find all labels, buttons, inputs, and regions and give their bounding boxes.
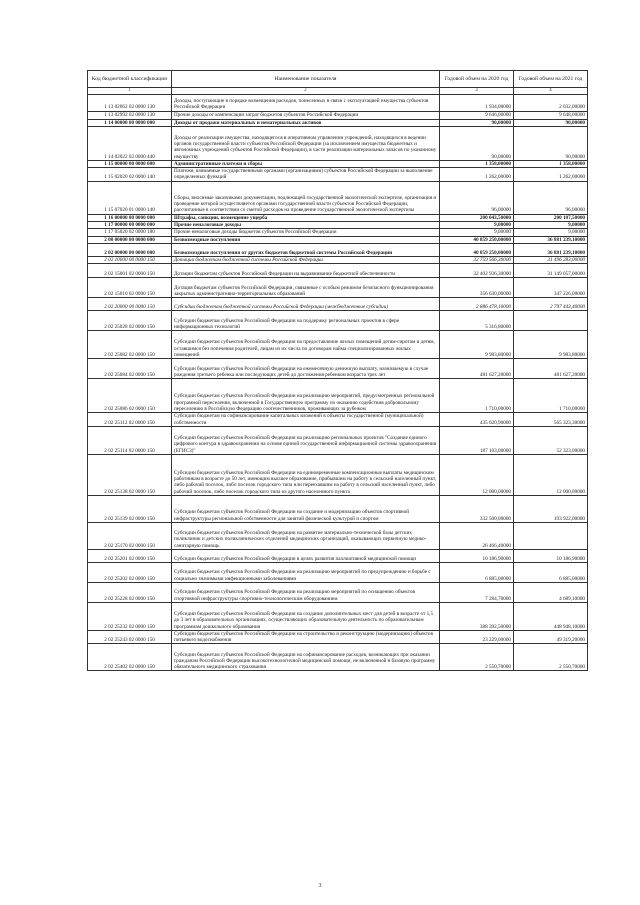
row-name: Субсидии бюджетам субъектов Российской Федерации на реализацию региональных проектов "Создание единого цифрового контура в здравоохранении на основе единой государственной информационной системы здравоохранения (ЕГИСЗ)"	[172, 426, 440, 454]
row-code: 2 02 15001 02 0000 150	[88, 264, 172, 278]
row-name: Субсидии бюджетам субъектов Российской Федерации на софинансирование расходов, возникающих при оказании гражданам Российской Федерации высокотехнологичной медицинской помощи, не включенной в базовую программу обязательного медицинского страхования	[172, 644, 440, 671]
row-code: 1 17 00000 00 0000 000	[88, 222, 172, 229]
header-name: Наименование показателя	[172, 71, 440, 88]
row-value-2020: 6 885,00000	[440, 562, 514, 582]
row-value-2020: 12 000,00000	[440, 454, 514, 495]
row-value-2021: 1 262,00000	[514, 168, 588, 182]
table-row	[88, 256, 588, 263]
row-name: Дотации бюджетам субъектов Российской Федерации на выравнивание бюджетной обеспеченности	[172, 264, 440, 278]
row-code: 2 02 25086 02 0000 150	[88, 379, 172, 413]
row-value-2020: 96,00000	[440, 181, 514, 214]
row-name: Безвозмездные поступления	[172, 236, 440, 243]
row-value-2021: 565 323,30000	[514, 413, 588, 427]
row-value-2020: 90,00000	[440, 126, 514, 160]
row-code: 1 15 00000 00 0000 000	[88, 160, 172, 167]
row-code: 2 02 20000 00 0000 150	[88, 298, 172, 311]
row-code: 2 02 10000 00 0000 150	[88, 256, 172, 263]
row-name: Субсидии бюджетам субъектов Российской Федерации на реализацию мероприятий по предупреждению и борьбе с социально значимыми инфекционными заболеваниями	[172, 562, 440, 582]
row-value-2020: 9 983,80000	[440, 331, 514, 359]
row-value-2021: 448 948,10000	[514, 602, 588, 630]
table-row	[88, 222, 588, 229]
table-row	[88, 630, 588, 644]
row-value-2020: 187 103,00000	[440, 426, 514, 454]
row-value-2021: 193 922,00000	[514, 495, 588, 522]
row-value-2021: 90,00000	[514, 126, 588, 160]
row-value-2020: 1 934,00000	[440, 94, 514, 111]
row-value-2021: 12 000,00000	[514, 454, 588, 495]
table-row	[88, 243, 588, 256]
row-name: Доходы от продажи материальных и нематериальных активов	[172, 119, 440, 126]
row-name: Дотации бюджетам бюджетной системы Российской Федерации	[172, 256, 440, 263]
row-value-2021: 9,00000	[514, 229, 588, 236]
row-value-2021: 481 627,20000	[514, 359, 588, 379]
table-header-row	[88, 71, 588, 88]
row-value-2020: 32 759 566,30000	[440, 256, 514, 263]
row-name: Безвозмездные поступления от других бюджетов бюджетной системы Российской Федерации	[172, 243, 440, 256]
row-name: Платежи, взимаемые государственными органами (организациями) субъектов Российской Федерации за выполнение определенных функций	[172, 168, 440, 182]
row-name: Административные платежи и сборы	[172, 160, 440, 167]
table-row	[88, 426, 588, 454]
row-value-2021: 10 186,90000	[514, 549, 588, 562]
table-row	[88, 644, 588, 671]
table-row	[88, 311, 588, 331]
row-value-2020: 5 316,80000	[440, 311, 514, 331]
row-code: 2 00 00000 00 0000 000	[88, 236, 172, 243]
table-row	[88, 331, 588, 359]
table-row	[88, 582, 588, 602]
row-value-2020: 32 402 936,30000	[440, 264, 514, 278]
row-value-2020: 40 859 250,00000	[440, 236, 514, 243]
table-row	[88, 298, 588, 311]
row-value-2021: 200 107,50000	[514, 214, 588, 221]
row-code: 1 14 00000 00 0000 000	[88, 119, 172, 126]
row-name: Доходы, поступающие в порядке возмещения расходов, понесенных в связи с эксплуатацией имущества субъектов Российской Федерации	[172, 94, 440, 111]
row-name: Субсидии бюджетам субъектов Российской Федерации в целях развития паллиативной медицинской помощи	[172, 549, 440, 562]
row-code: 2 02 25402 02 0000 150	[88, 644, 172, 671]
table-row	[88, 168, 588, 182]
row-name: Прочие неналоговые доходы бюджетов субъектов Российской Федерации	[172, 229, 440, 236]
row-value-2021: 347 226,00000	[514, 278, 588, 298]
table-row	[88, 562, 588, 582]
row-value-2020: 1 358,00000	[440, 160, 514, 167]
header-2020: Годовой объем на 2020 год	[440, 71, 514, 88]
row-name: Субсидии бюджетам субъектов Российской Федерации на создание дополнительных мест для детей в возрасте от 1,5 до 3 лет в образовательных организациях, осуществляющих образовательную деятельность по образовательным программам дошкольного образования	[172, 602, 440, 630]
index-1: 1	[88, 88, 172, 95]
row-name: Субсидии бюджетам субъектов Российской Федерации на строительство и реконструкцию (модернизацию) объектов питьевого водоснабжения	[172, 630, 440, 644]
index-4: 4	[514, 88, 588, 95]
row-name: Штрафы, санкции, возмещение ущерба	[172, 214, 440, 221]
row-code: 1 13 02062 02 0000 130	[88, 94, 172, 111]
row-code: 2 02 25243 02 0000 150	[88, 630, 172, 644]
row-name: Субсидии бюджетам субъектов Российской Федерации на реализацию мероприятий по оснащению объектов спортивной инфраструктуры спортивно-технологическим оборудованием	[172, 582, 440, 602]
row-code: 2 02 25201 02 0000 150	[88, 549, 172, 562]
table-row	[88, 278, 588, 298]
table-row	[88, 454, 588, 495]
row-name: Субсидии бюджетам субъектов Российской Федерации на предоставление жилых помещений детям-сиротам и детям, оставшимся без попечения родителей, лицам из их числа по договорам найма специализированных жилых помещений	[172, 331, 440, 359]
row-value-2021: 52 323,00000	[514, 426, 588, 454]
row-name: Субсидии бюджетам бюджетной системы Российской Федерации (межбюджетные субсидии)	[172, 298, 440, 311]
row-name: Субсидии бюджетам субъектов Российской Федерации на развитие материально-технической базы детских поликлиник и детских поликлинических отделений медицинских организаций, оказывающих первичную медико-санитарную помощь	[172, 522, 440, 549]
row-code: 2 02 25202 02 0000 150	[88, 562, 172, 582]
budget-table	[87, 70, 588, 671]
table-body	[88, 94, 588, 671]
row-value-2020: 9,00000	[440, 229, 514, 236]
row-name: Прочие доходы от компенсации затрат бюджетов субъектов Российской Федерации	[172, 111, 440, 119]
row-value-2021: 1 358,00000	[514, 160, 588, 167]
row-value-2020: 26 466,40000	[440, 522, 514, 549]
row-name: Субсидии бюджетам субъектов Российской Федерации на ежемесячную денежную выплату, назначаемую в случае рождения третьего ребенка или последующих детей до достижения ребенком возраста трех лет	[172, 359, 440, 379]
table-row	[88, 160, 588, 167]
row-code: 2 02 25232 02 0000 150	[88, 602, 172, 630]
row-value-2020: 332 500,00000	[440, 495, 514, 522]
row-code: 2 02 25082 02 0000 150	[88, 331, 172, 359]
row-code: 2 02 25228 02 0000 150	[88, 582, 172, 602]
row-code: 2 02 25028 02 0000 150	[88, 311, 172, 331]
row-value-2020: 90,00000	[440, 119, 514, 126]
row-name: Субсидии бюджетам субъектов Российской Федерации на создание и модернизацию объектов спортивной инфраструктуры региональной собственности для занятий физической культурой и спортом	[172, 495, 440, 522]
row-code: 2 02 15010 02 0000 150	[88, 278, 172, 298]
column-index-row	[88, 88, 588, 95]
row-code: 2 02 25114 02 0000 150	[88, 426, 172, 454]
row-value-2021: 6 885,00000	[514, 562, 588, 582]
row-value-2020: 388 392,50000	[440, 602, 514, 630]
row-value-2020: 481 627,20000	[440, 359, 514, 379]
row-code: 1 14 02022 02 0000 440	[88, 126, 172, 160]
row-value-2020: 435 620,90000	[440, 413, 514, 427]
row-value-2021: 9 983,80000	[514, 331, 588, 359]
row-value-2020: 2 886 478,10000	[440, 298, 514, 311]
row-name: Доходы от реализации имущества, находящегося в оперативном управлении учреждений, находящихся в ведении органов государственной власти субъектов Российской Федерации (за исключением имущества бюджетных и автономных учреждений субъектов Российской Федерации), в части реализации материальных запасов по указанному имуществу	[172, 126, 440, 160]
row-value-2021: 9,00000	[514, 222, 588, 229]
row-value-2020: 23 229,00000	[440, 630, 514, 644]
index-2: 2	[172, 88, 440, 95]
table-row	[88, 359, 588, 379]
table-row	[88, 214, 588, 221]
row-name: Дотация бюджетам субъектов Российской Федерации, связанные с особым режимом безопасного функционирования закрытых административно-территориальных образований	[172, 278, 440, 298]
row-value-2021: 36 881 239,10000	[514, 243, 588, 256]
row-code: 1 13 02992 02 0000 130	[88, 111, 172, 119]
table-row	[88, 181, 588, 214]
row-code: 2 02 25112 02 0000 150	[88, 413, 172, 427]
table-row	[88, 495, 588, 522]
row-value-2021: 90,00000	[514, 119, 588, 126]
row-code: 1 16 00000 00 0000 000	[88, 214, 172, 221]
row-value-2020: 356 630,00000	[440, 278, 514, 298]
row-value-2020: 10 186,90000	[440, 549, 514, 562]
table-row	[88, 111, 588, 119]
row-value-2021: 2 797 443,40000	[514, 298, 588, 311]
table-row	[88, 236, 588, 243]
row-value-2020: 9,00000	[440, 222, 514, 229]
row-value-2021: 31 149 057,00000	[514, 264, 588, 278]
row-code: 2 02 25170 02 0000 150	[88, 522, 172, 549]
table-row	[88, 94, 588, 111]
row-value-2021: 31 496 283,00000	[514, 256, 588, 263]
table-row	[88, 229, 588, 236]
row-code: 2 02 25084 02 0000 150	[88, 359, 172, 379]
table-row	[88, 126, 588, 160]
index-3: 3	[440, 88, 514, 95]
row-value-2020: 2 550,70000	[440, 644, 514, 671]
row-value-2020: 9 646,00000	[440, 111, 514, 119]
table-row	[88, 379, 588, 413]
row-value-2020: 200 043,50000	[440, 214, 514, 221]
row-value-2021	[514, 522, 588, 549]
row-value-2021: 2 032,00000	[514, 94, 588, 111]
row-name: Сборы, вносимые заказчиками документации, подлежащей государственной экологической экспертизе, организация и проведение которой осуществляется органами государственной власти субъектов Российской Федерации, рассчитанные в соответствии со сметой расходов на проведение государственной экологической экспертизы	[172, 181, 440, 214]
row-name: Субсидии бюджетам субъектов Российской Федерации на поддержку региональных проектов в сфере информационных технологий	[172, 311, 440, 331]
header-2021: Годовой объем на 2021 год	[514, 71, 588, 88]
row-value-2021: 9 648,00000	[514, 111, 588, 119]
table-row	[88, 413, 588, 427]
row-value-2021: 1 710,00000	[514, 379, 588, 413]
row-code: 2 02 25138 02 0000 150	[88, 454, 172, 495]
row-value-2021: 36 881 239,10000	[514, 236, 588, 243]
row-code: 1 15 02020 02 0000 140	[88, 168, 172, 182]
header-code: Код бюджетной классификации	[88, 71, 172, 88]
table-row	[88, 549, 588, 562]
table-row	[88, 119, 588, 126]
row-name: Субсидии бюджетам субъектов Российской Федерации на реализацию мероприятий, предусмотренных региональной программой переселения, включенной в Государственную программу по оказанию содействия добровольному переселению в Российскую Федерацию соотечественников, проживающих за рубежом	[172, 379, 440, 413]
table-row	[88, 522, 588, 549]
row-value-2021	[514, 311, 588, 331]
row-code: 2 02 00000 00 0000 000	[88, 243, 172, 256]
row-value-2021: 49 319,20000	[514, 630, 588, 644]
table-row	[88, 264, 588, 278]
row-value-2020: 1 262,00000	[440, 168, 514, 182]
row-value-2020: 40 859 250,00000	[440, 243, 514, 256]
row-value-2021: 2 550,70000	[514, 644, 588, 671]
row-value-2020: 7 284,70000	[440, 582, 514, 602]
row-value-2020: 1 710,00000	[440, 379, 514, 413]
row-name: Прочие неналоговые доходы	[172, 222, 440, 229]
row-value-2021: 4 689,10000	[514, 582, 588, 602]
page-number: 3	[318, 883, 322, 889]
row-code: 1 17 05020 02 0000 180	[88, 229, 172, 236]
row-code: 2 02 25139 02 0000 150	[88, 495, 172, 522]
row-code: 1 15 07020 01 0000 140	[88, 181, 172, 214]
table-row	[88, 602, 588, 630]
row-value-2021: 96,00000	[514, 181, 588, 214]
row-name: Субсидии бюджетам на софинансирование капитальных вложений в объекты государственной (муниципальной) собственности	[172, 413, 440, 427]
row-name: Субсидии бюджетам субъектов Российской Федерации на единовременные компенсационные выплаты медицинским работникам в возрасте до 50 лет, имеющим высшее образование, прибывшим на работу в сельский населенный пункт, либо рабочий поселок, либо поселок городского типа или переехавшим на работу в сельский населенный пункт, либо рабочий поселок, либо поселок городского типа из другого населенного пункта	[172, 454, 440, 495]
